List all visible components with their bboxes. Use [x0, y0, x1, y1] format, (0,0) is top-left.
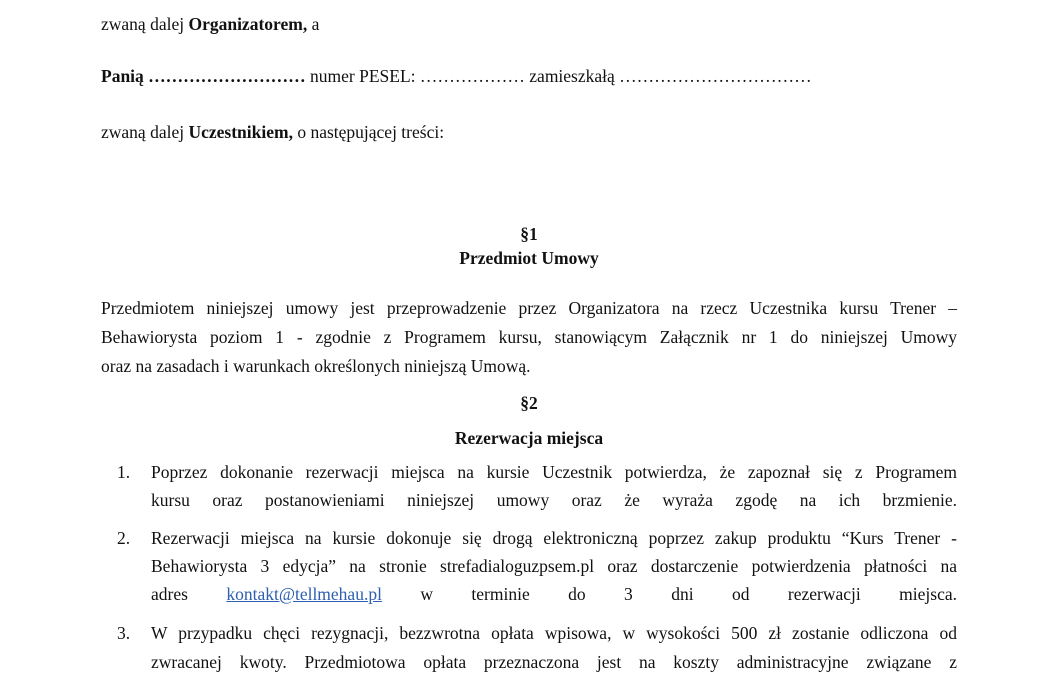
organizer-line: zwaną dalej Organizatorem, a — [101, 14, 320, 34]
address-field: zamieszkałą …………………………… — [529, 66, 812, 86]
list-item-number: 2. — [117, 528, 131, 548]
list-item-number: 1. — [117, 462, 131, 482]
list-item-line: kursu oraz postanowieniami niniejszej umowy oraz że wyraża zgodę na ich brzmienie. — [151, 490, 957, 510]
list-item-line: zwracanej kwoty. Przedmiotowa opłata przeznaczona jest na koszty administracyjne związane z — [151, 652, 957, 672]
list-item-line: adres kontakt@tellmehau.pl w terminie do 3 dni od rezerwacji miejsca. — [151, 584, 957, 604]
participant-term: Uczestnikiem, — [188, 122, 293, 142]
participant-name-field: Panią ……………………… — [101, 66, 306, 86]
list-item-line: Rezerwacji miejsca na kursie dokonuje się drogą elektroniczną poprzez zakup produktu “Kurs Trener - — [151, 528, 957, 548]
section-1-paragraph-line: Behawiorysta poziom 1 - zgodnie z Programem kursu, stanowiącym Załącznik nr 1 do niniejszej Umowy — [101, 327, 957, 347]
list-item-line: W przypadku chęci rezygnacji, bezzwrotna opłata wpisowa, w wysokości 500 zł zostanie odliczona od — [151, 623, 957, 643]
list-item-line: Poprzez dokonanie rezerwacji miejsca na kursie Uczestnik potwierdza, że zapoznał się z Programem — [151, 462, 957, 482]
section-1-paragraph-line: Przedmiotem niniejszej umowy jest przeprowadzenie przez Organizatora na rzecz Uczestnika kursu Trener – — [101, 298, 957, 318]
section-1-paragraph-line: oraz na zasadach i warunkach określonych niniejszą Umową. — [101, 356, 531, 376]
organizer-term: Organizatorem, — [188, 14, 308, 34]
list-item-number: 3. — [117, 623, 131, 643]
section-2-title: Rezerwacja miejsca — [454, 428, 604, 448]
section-2-number: §2 — [520, 393, 538, 413]
email-link[interactable]: kontakt@tellmehau.pl — [226, 584, 382, 604]
section-1-number: §1 — [520, 224, 538, 244]
section-1-title: Przedmiot Umowy — [459, 248, 599, 268]
participant-line — [101, 66, 812, 86]
pesel-field: numer PESEL: ……………… — [305, 66, 530, 86]
participant-role-line: zwaną dalej Uczestnikiem, o następującej treści: — [101, 122, 445, 142]
list-item-line: Behawiorysta 3 edycja” na stronie strefadialoguzpsem.pl oraz dostarczenie potwierdzenia płatności na — [151, 556, 957, 576]
